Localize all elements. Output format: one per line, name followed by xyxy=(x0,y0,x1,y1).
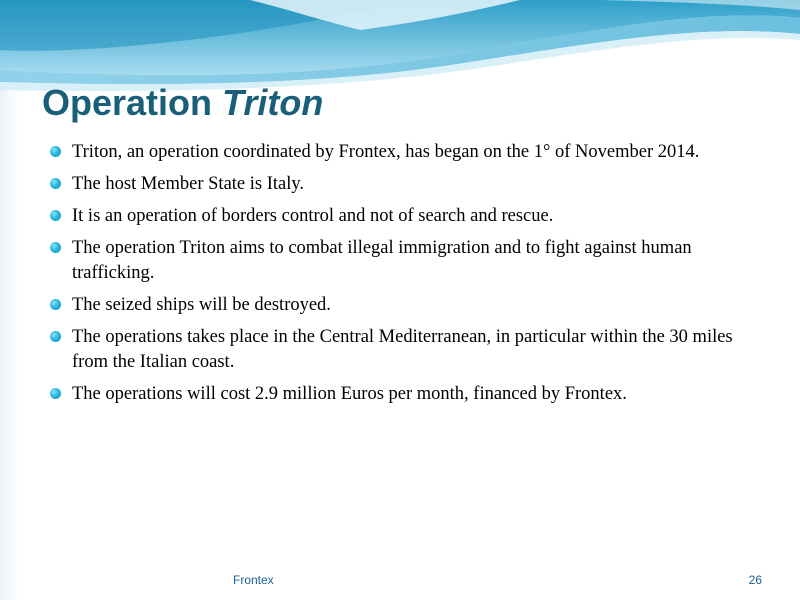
slide-title xyxy=(42,80,323,126)
bullet-text: The seized ships will be destroyed. xyxy=(72,295,331,315)
footer-text: Frontex xyxy=(233,573,274,587)
bullet-item xyxy=(48,140,768,165)
bullet-dot-icon xyxy=(50,331,61,342)
bullet-item xyxy=(48,236,768,286)
bullet-text: It is an operation of borders control and not of search and rescue. xyxy=(72,206,554,226)
bullet-dot-icon xyxy=(50,178,61,189)
bullet-text: The operation Triton aims to combat illegal immigration and to fight against human trafficking. xyxy=(72,238,692,283)
bullet-text: The operations will cost 2.9 million Euros per month, financed by Frontex. xyxy=(72,384,627,404)
bullet-dot-icon xyxy=(50,146,61,157)
bullet-dot-icon xyxy=(50,299,61,310)
bullet-dot-icon xyxy=(50,242,61,253)
bullet-text: The host Member State is Italy. xyxy=(72,174,305,194)
bullet-list xyxy=(48,140,768,414)
bullet-text: The operations takes place in the Central Mediterranean, in particular within the 30 miles from the Italian coast. xyxy=(72,327,733,372)
title-italic: Triton xyxy=(222,82,324,123)
bullet-item xyxy=(48,204,768,229)
bullet-item xyxy=(48,172,768,197)
page-number: 26 xyxy=(748,573,762,587)
bullet-dot-icon xyxy=(50,210,61,221)
bullet-item xyxy=(48,325,768,375)
bullet-item xyxy=(48,293,768,318)
bullet-text: Triton, an operation coordinated by Frontex, has began on the 1° of November 2014. xyxy=(72,142,700,162)
title-main: Operation xyxy=(42,82,213,123)
bullet-dot-icon xyxy=(50,388,61,399)
bullet-item xyxy=(48,382,768,407)
